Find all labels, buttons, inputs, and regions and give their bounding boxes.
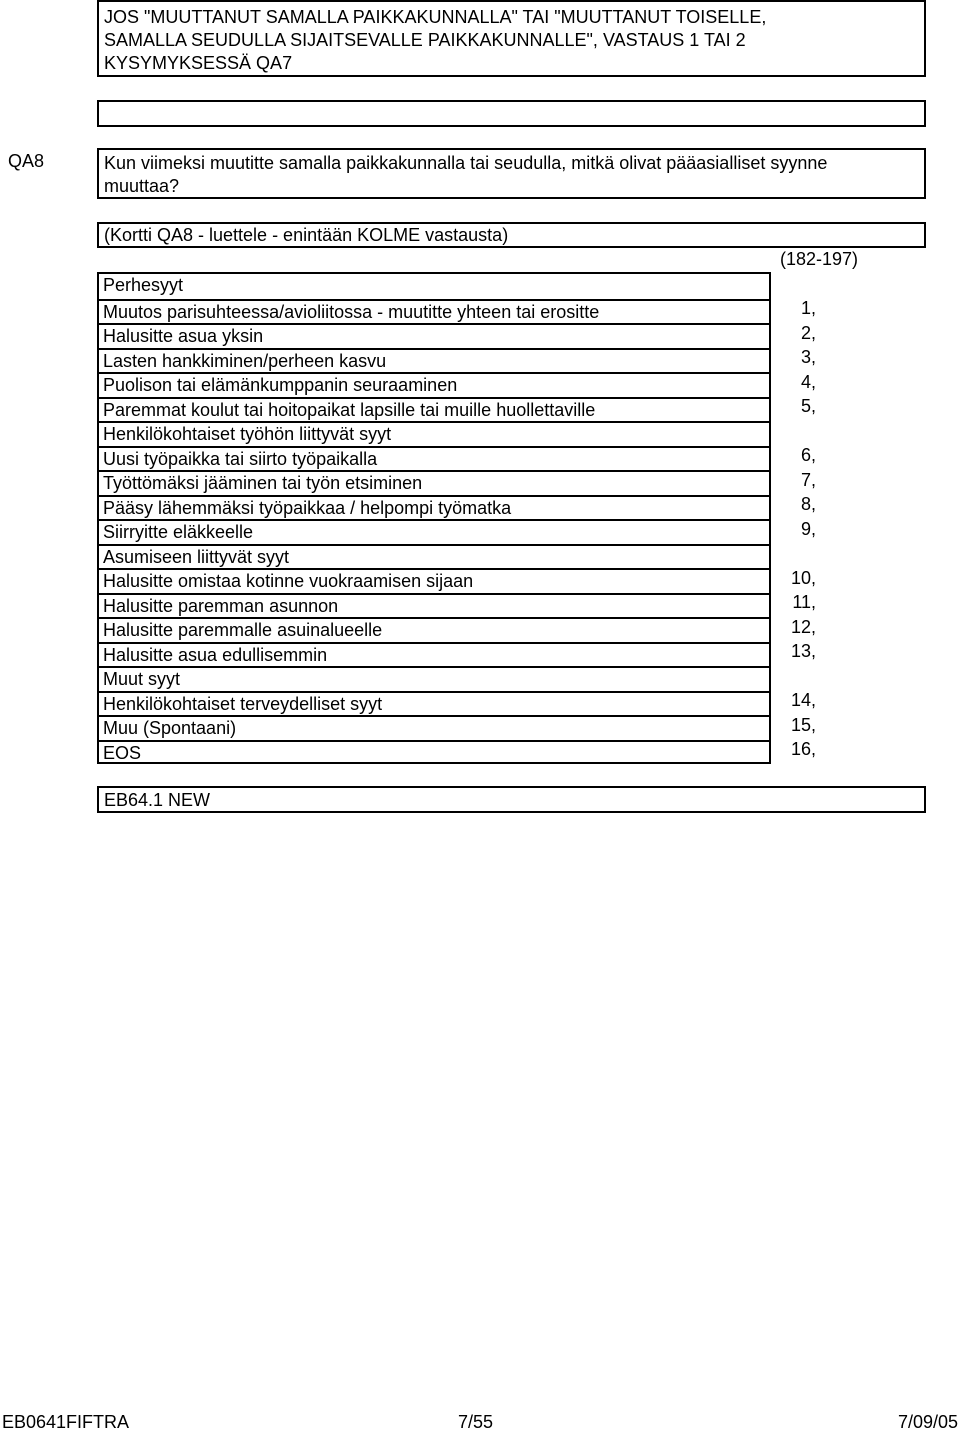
answer-option: Muu (Spontaani): [99, 715, 769, 739]
footer-date: 7/09/05: [897, 1412, 958, 1432]
answer-option: Asumiseen liittyvät syyt: [99, 544, 769, 568]
filter-line: SAMALLA SEUDULLA SIJAITSEVALLE PAIKKAKUNNALLE", VASTAUS 1 TAI 2: [104, 30, 746, 50]
filter-line: JOS "MUUTTANUT SAMALLA PAIKKAKUNNALLA" TAI "MUUTTANUT TOISELLE,: [104, 7, 767, 27]
answer-option: Lasten hankkiminen/perheen kasvu: [99, 348, 769, 372]
question-text-line: Kun viimeksi muutitte samalla paikkakunnalla tai seudulla, mitkä olivat pääasialliset syynne: [104, 153, 828, 173]
answer-option: Siirryitte eläkkeelle: [99, 519, 769, 543]
answer-list: [97, 272, 771, 764]
answer-option: Henkilökohtaiset terveydelliset syyt: [99, 691, 769, 715]
answer-option: Työttömäksi jääminen tai työn etsiminen: [99, 470, 769, 494]
answer-code: 16,: [790, 739, 816, 759]
question-box: [97, 148, 926, 199]
answer-code: 2,: [800, 322, 816, 343]
answer-code: 15,: [790, 714, 816, 735]
filter-instruction-box: [97, 0, 926, 77]
empty-box: [97, 100, 926, 127]
source-tag: EB64.1 NEW: [97, 786, 926, 813]
answer-code: 12,: [790, 616, 816, 637]
answer-option: Halusitte omistaa kotinne vuokraamisen sijaan: [99, 568, 769, 592]
answer-option: Pääsy lähemmäksi työpaikkaa / helpompi työmatka: [99, 495, 769, 519]
answer-option: EOS: [99, 740, 769, 764]
answer-option: Paremmat koulut tai hoitopaikat lapsille tai muille huollettaville: [99, 397, 769, 421]
answer-code: 1,: [800, 298, 816, 318]
answer-option: Muut syyt: [99, 666, 769, 690]
answer-option: Halusitte asua edullisemmin: [99, 642, 769, 666]
answer-code: 3,: [800, 347, 816, 367]
answer-option: Halusitte paremman asunnon: [99, 593, 769, 617]
answer-code: 9,: [800, 518, 816, 539]
question-id: QA8: [8, 151, 45, 171]
answer-option: Puolison tai elämänkumppanin seuraaminen: [99, 372, 769, 396]
answer-code: 6,: [800, 445, 816, 465]
answer-option: Muutos parisuhteessa/avioliitossa - muutitte yhteen tai erositte: [99, 299, 769, 323]
answer-option: Henkilökohtaiset työhön liittyvät syyt: [99, 421, 769, 445]
answer-option: Halusitte asua yksin: [99, 323, 769, 347]
answer-option: Halusitte paremmalle asuinalueelle: [99, 617, 769, 641]
answer-code: 10,: [790, 567, 816, 588]
answer-code: 14,: [790, 690, 816, 710]
answer-code: 11,: [792, 592, 816, 612]
answer-code: 5,: [800, 396, 816, 416]
column-range: (182-197): [779, 249, 858, 269]
filter-line: KYSYMYKSESSÄ QA7: [104, 53, 293, 73]
footer-document-id: EB0641FIFTRA: [2, 1412, 130, 1432]
answer-option: Uusi työpaikka tai siirto työpaikalla: [99, 446, 769, 470]
interviewer-instruction: (Kortti QA8 - luettele - enintään KOLME vastausta): [97, 222, 926, 248]
answer-code: 13,: [790, 641, 816, 661]
answer-code: 4,: [800, 371, 816, 392]
answer-option: Perhesyyt: [103, 275, 184, 295]
question-text-line: muuttaa?: [104, 176, 180, 196]
footer-page-number: 7/55: [458, 1412, 494, 1432]
answer-code: 7,: [800, 469, 816, 490]
answer-code: 8,: [800, 494, 816, 514]
